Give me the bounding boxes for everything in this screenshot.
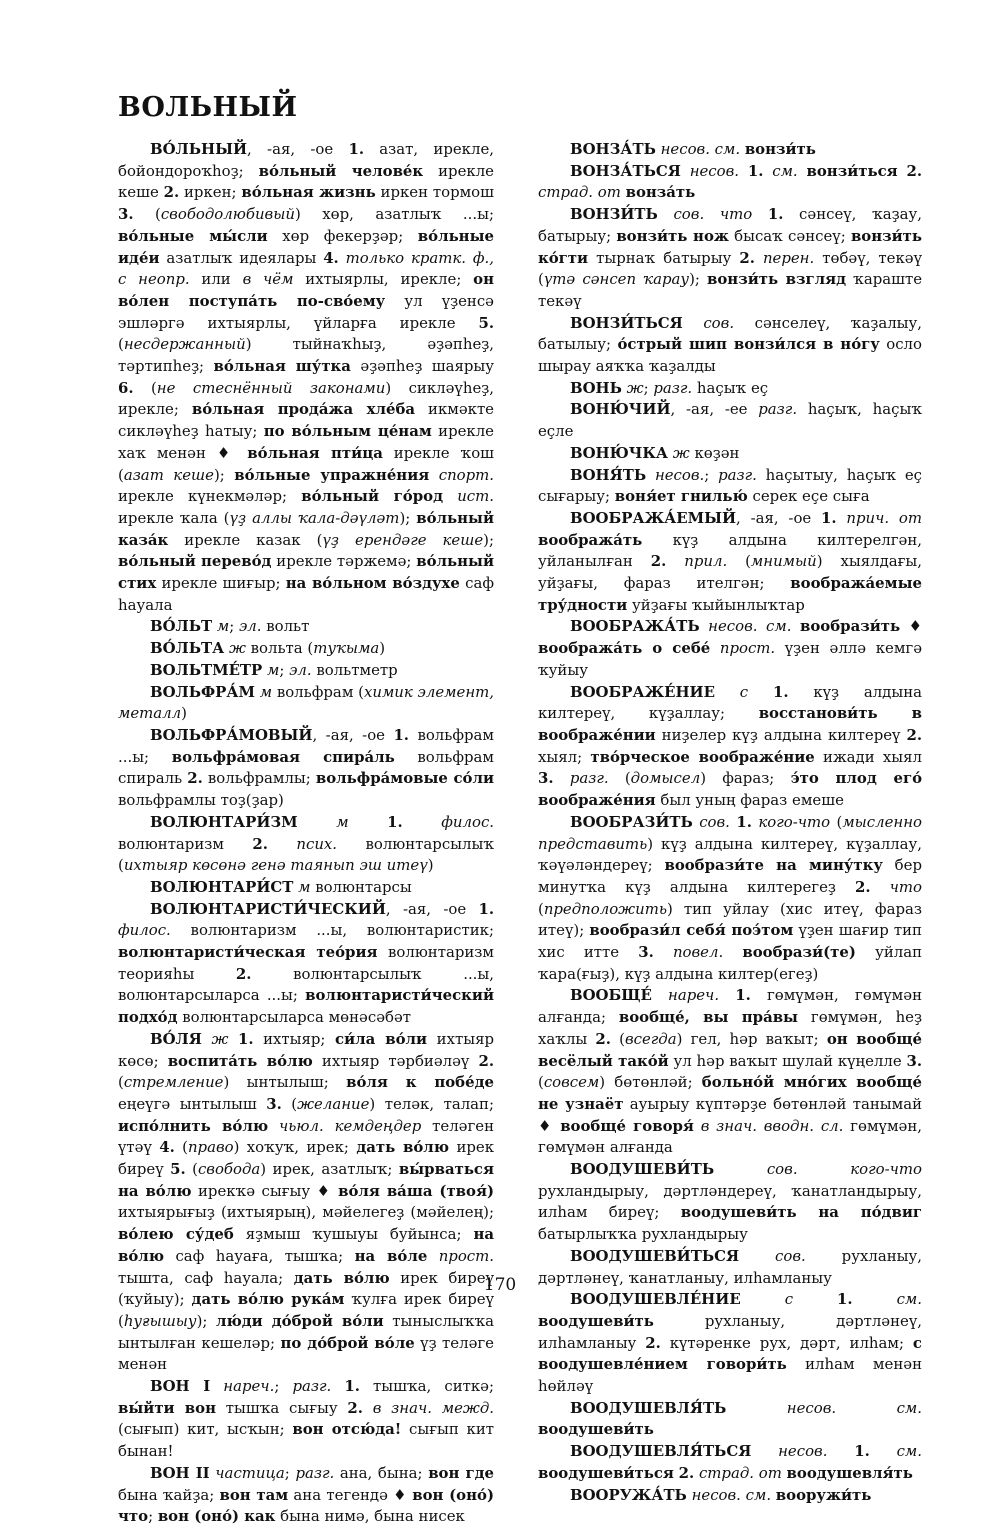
dictionary-entry: ВОН II частица; разг. ана, бына; вон где бына ҡайҙа; вон там ана тегендә ♦ вон (оно́) что; вон (оно́) как бына нимә, бына нисек: [118, 1463, 494, 1526]
left-column: [118, 139, 494, 1528]
dictionary-entry: ВООБРАЖА́ЕМЫЙ, -ая, -ое 1. прич. от вообража́ть күҙ алдына килтерелгән, уйланылған 2. прил. (мнимый) хыялдағы, уйҙағы, фараз ителгән; вообража́емые тру́дности уйҙағы ҡыйынлыҡтар: [538, 508, 923, 614]
dictionary-entry: ВО́ЛЬТА ж вольта (туҡыма): [150, 639, 386, 658]
dictionary-entry: ВОНЗИ́ТЬСЯ сов. сәнселеү, ҡаҙалыу, батылыу; о́стрый шип вонзи́лся в но́гу осло шырау аяҡҡа ҡаҙалды: [538, 313, 923, 376]
running-header: ВОЛЬНЫЙ: [118, 92, 298, 123]
dictionary-entry: ВООДУШЕВИ́ТЬ сов. кого-что рухландырыу, дәртләндереү, ҡанатландырыу, илһам биреү; воодушеви́ть на по́двиг батырлыҡҡа рухландырыу: [538, 1160, 923, 1244]
dictionary-entry: ВОНЯ́ТЬ несов.; разг. һаҫытыу, һаҫыҡ еҫ сығарыу; воня́ет гнилью́ серек еҫе сыға: [538, 465, 922, 506]
dictionary-entry: ВОНЗА́ТЬ несов. см. вонзи́ть: [570, 140, 816, 158]
dictionary-entry: ВООБЩЕ́ нареч. 1. гөмүмән, гөмүмән алғанда; вообще́, вы пра́вы гөмүмән, һеҙ хаҡлы 2. (всегда) гел, һәр ваҡыт; он вообще́ весёлый тако́й ул һәр ваҡыт шулай күңелле 3. (совсем) бөтөнләй; больно́й мно́гих вообще́ не узнаёт ауырыу күптәрҙе бөтөнләй танымай ♦ вообще́ говоря́ в знач. вводн. сл. гөмүмән, гөмүмән алғанда: [538, 986, 923, 1157]
dictionary-entry: ВОЛЮНТАРИ́ЗМ м 1. филос. волюнтаризм 2. псих. волюнтарсылыҡ (ихтыяр көсөнә генә таянып эш итеү): [118, 812, 495, 875]
dictionary-entry: ВООДУШЕВИ́ТЬСЯ сов. рухланыу, дәртләнеү, ҡанатланыу, илһамланыу: [538, 1246, 922, 1287]
dictionary-entry: ВО́ЛЬНЫЙ, -ая, -ое 1. азат, ирекле, бойондороҡһоҙ; во́льный челове́к ирекле кеше 2. иркен; во́льная жизнь иркен тормош 3. (свободолюбивый) хөр, азатлыҡ ...ы; во́льные мы́сли хөр фекерҙәр; во́льные иде́и азатлыҡ идеялары 4. только кратк. ф., с неопр. или в чём ихтыярлы, ирекле; он во́лен поступа́ть по-сво́ему ул үҙенсә эшләргә ихтыярлы, үйларға ирекле 5. (несдержанный) тыйнаҡһыҙ, әҙәпһеҙ, тәртипһеҙ; во́льная шу́тка әҙәпһеҙ шаярыу 6. (не стеснённый законами) сикләүһеҙ, ирекле; во́льная прода́жа хле́ба икмәкте сикләүһеҙ һатыу; по во́льным це́нам ирекле хаҡ менән ♦ во́льная пти́ца ирекле ҡош (азат кеше); во́льные упражне́ния спорт. ирекле күнекмәләр; во́льный го́род ист. ирекле ҡала (үҙ аллы ҡала-дәүләт); во́льный каза́к ирекле казак (үҙ ерендәге кеше); во́льный перево́д ирекле тәржемә; во́льный стих ирекле шиғыр; на во́льном во́здухе саф һауала: [118, 140, 495, 614]
dictionary-entry: ВОЛЬФРА́МОВЫЙ, -ая, -ое 1. вольфрам ...ы; вольфра́мовая спира́ль вольфрам спираль 2. вольфрамлы; вольфра́мовые со́ли вольфрамлы тоҙ(ҙар): [118, 725, 495, 810]
page-number: 170: [483, 1275, 517, 1295]
dictionary-entry: ВОНЬ ж; разг. һаҫыҡ еҫ: [570, 378, 769, 397]
dictionary-entry: ВОНЮ́ЧИЙ, -ая, -ее разг. һаҫыҡ, һаҫыҡ еҫле: [538, 400, 922, 441]
dictionary-entry: ВООРУЖА́ТЬ несов. см. вооружи́ть: [570, 1485, 872, 1504]
dictionary-entry: ВООДУШЕВЛЕ́НИЕ с 1. см. воодушеви́ть рухланыу, дәртләнеү, илһамланыу 2. күтәренке рух, дәрт, илһам; с воодушевле́нием говори́ть илһам менән һөйләү: [538, 1290, 922, 1396]
dictionary-entry: ВОЛЬТМЕ́ТР м; эл. вольтметр: [150, 660, 398, 679]
dictionary-entry: ВОЛЬФРА́М м вольфрам (химик элемент, металл): [118, 682, 494, 723]
dictionary-entry: ВООБРАЖА́ТЬ несов. см. вообрази́ть ♦ вообража́ть о себе́ прост. үҙен әллә кемгә ҡуйыу: [538, 617, 923, 679]
dictionary-entry: ВОЛЮНТАРИСТИ́ЧЕСКИЙ, -ая, -ое 1. филос. волюнтаризм ...ы, волюнтаристик; волюнтаристи́ческая тео́рия волюнтаризм теорияһы 2. волюнтарсылыҡ ...ы, волюнтарсыларса ...ы; волюнтаристи́ческий подхо́д волюнтарсыларса мөнәсәбәт: [118, 899, 494, 1027]
dictionary-entry: ВО́ЛЬТ м; эл. вольт: [150, 617, 310, 636]
dictionary-entry: ВОНЗИ́ТЬ сов. что 1. сәнсеү, ҡаҙау, батырыу; вонзи́ть нож бысаҡ сәнсеү; вонзи́ть ко́гти тырнаҡ батырыу 2. перен. төбәү, текәү (үтә сәнсеп ҡарау); вонзи́ть взгляд ҡараште текәү: [538, 205, 923, 310]
dictionary-entry: ВООДУШЕВЛЯ́ТЬ несов. см. воодушеви́ть: [538, 1398, 922, 1439]
dictionary-entry: ВООБРАЖЕ́НИЕ с 1. күҙ алдына килтереү, күҙаллау; восстанови́ть в воображе́нии ниҙелер күҙ алдына килтереү 2. хыял; тво́рческое воображе́ние ижади хыял 3. разг. (домысел) фараз; э́то плод его́ воображе́ния был уның фараз емеше: [538, 682, 923, 810]
dictionary-entry: ВОЛЮНТАРИ́СТ м волюнтарсы: [150, 877, 412, 896]
dictionary-entry: ВОНЮ́ЧКА ж көҙән: [570, 443, 740, 462]
dictionary-entry: ВО́ЛЯ ж 1. ихтыяр; си́ла во́ли ихтыяр көсө; воспита́ть во́лю ихтыяр тәрбиәләү 2. (стремление) ынтылыш; во́ля к побе́де еңеүгә ынтылыш 3. (желание) теләк, талап; испо́лнить во́лю чьюл. кемдеңдер теләген үтәү 4. (право) хоҡуҡ, ирек; дать во́лю ирек биреү 5. (свобода) ирек, азатлыҡ; вы́рваться на во́лю ирекҡә сығыу ♦ во́ля ва́ша (твоя́) ихтыярығыҙ (ихтыярың), мәйелегеҙ (мәйелең); во́лею су́деб яҙмыш ҡушыуы буйынса; на во́лю саф һауаға, тышҡа; на во́ле прост. тышта, саф һауала; дать во́лю ирек биреү (ҡуйыу); дать во́лю рука́м ҡулға ирек биреү (һуғышыу); лю́ди до́брой во́ли тыныслыҡҡа ынтылған кешеләр; по до́брой во́ле үҙ теләге менән: [118, 1029, 495, 1374]
dictionary-entry: ВОНЗА́ТЬСЯ несов. 1. см. вонзи́ться 2. страд. от вонза́ть: [538, 161, 923, 202]
dictionary-entry: ВОН I нареч.; разг. 1. тышҡа, ситкә; вы́йти вон тышҡа сығыу 2. в знач. межд. (сығып) кит, ысҡын; вон отсю́да! сығып кит бынан!: [118, 1377, 495, 1461]
right-column: [538, 139, 922, 1506]
dictionary-entry: ВООДУШЕВЛЯ́ТЬСЯ несов. 1. см. воодушеви́ться 2. страд. от воодушевля́ть: [538, 1442, 923, 1482]
dictionary-entry: ВООБРАЗИ́ТЬ сов. 1. кого-что (мысленно представить) күҙ алдына килтереү, күҙаллау, ҡәүәләндереү; вообрази́те на мину́тку бер минутҡа күҙ алдына килтерегеҙ 2. что (предположить) тип уйлау (хис итеү, фараз итеү); вообрази́л себя́ поэ́том үҙен шағир тип хис итте 3. повел. вообрази́(те) уйлап ҡара(ғыҙ), күҙ алдына килтер(егеҙ): [538, 812, 923, 983]
